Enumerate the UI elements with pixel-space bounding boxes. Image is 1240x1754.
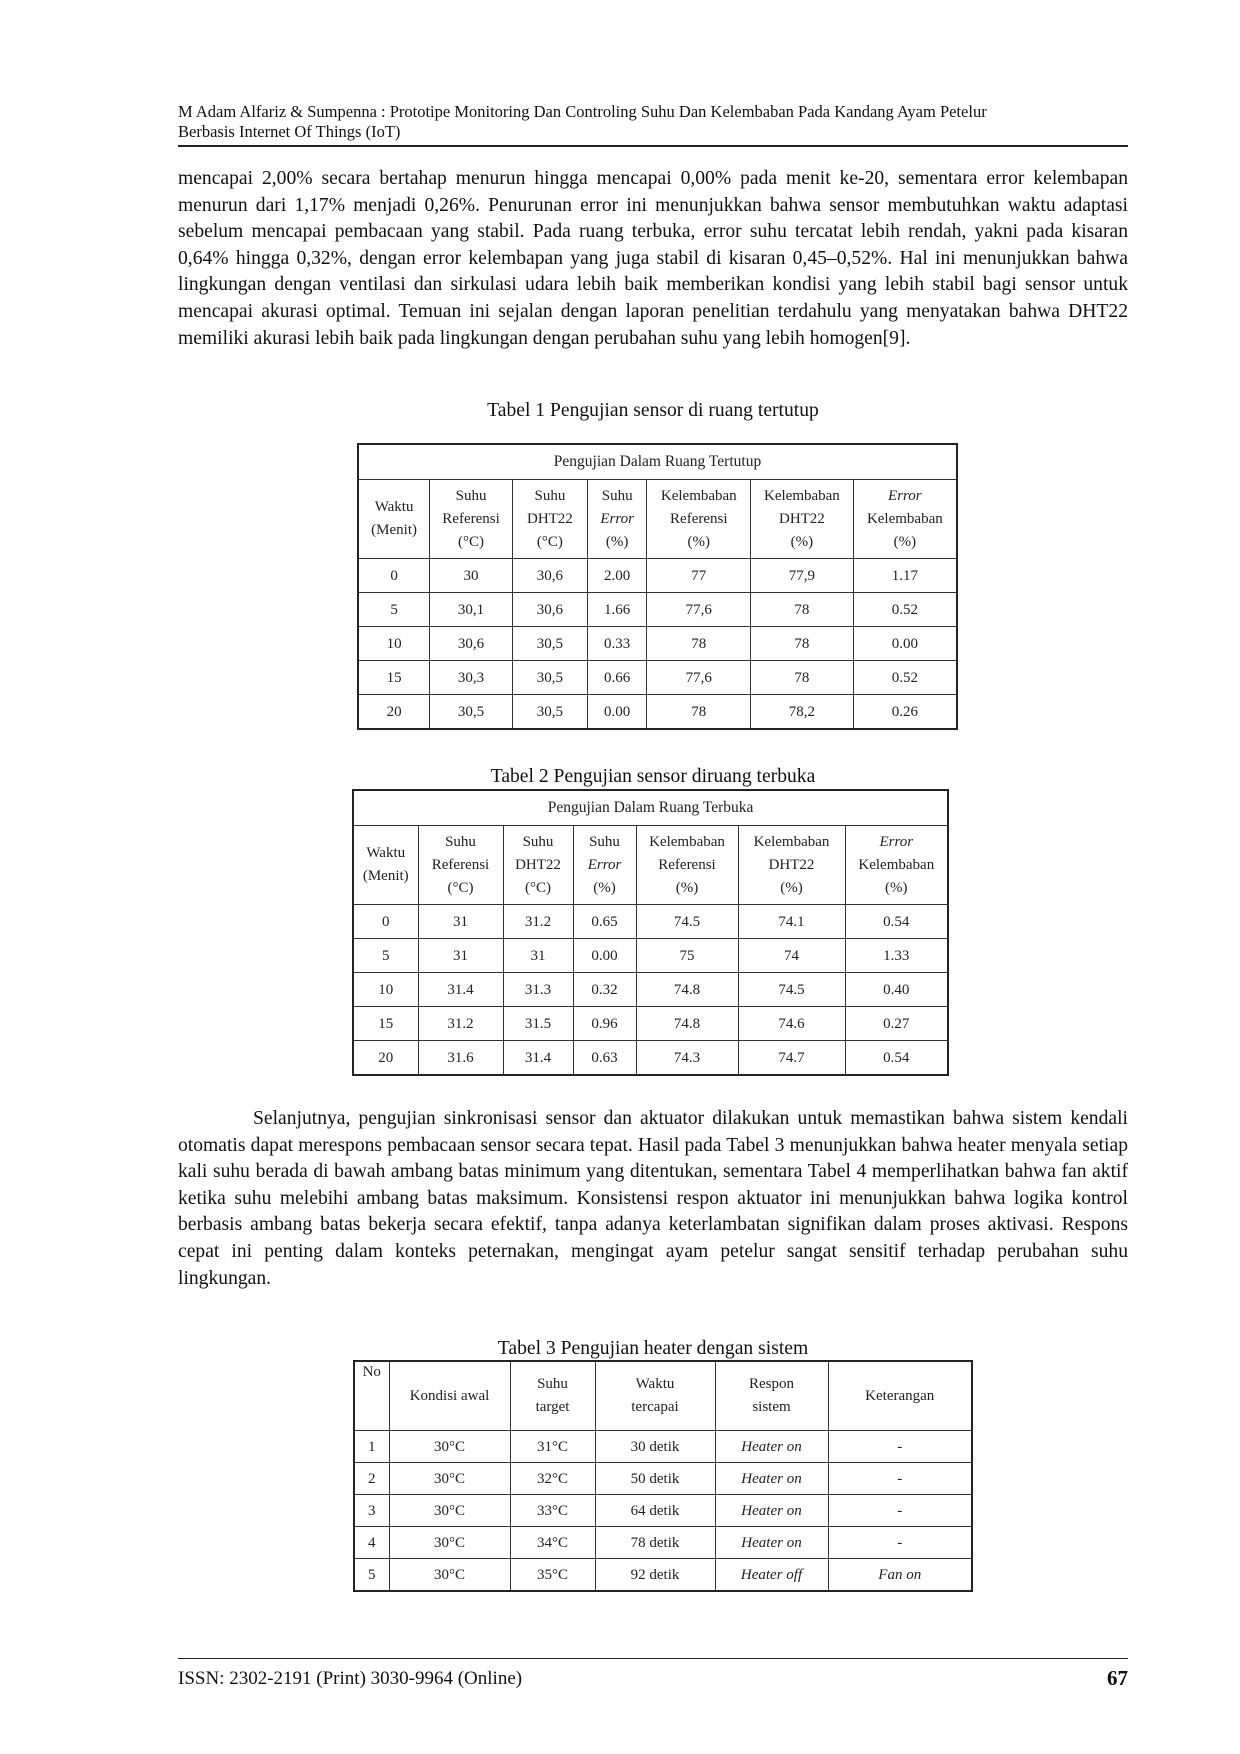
table2-header-text: Error bbox=[587, 856, 622, 873]
table-cell: 74.3 bbox=[636, 1041, 738, 1076]
table1-header-text: Suhu bbox=[534, 487, 566, 504]
table-cell: 77 bbox=[647, 559, 751, 593]
table3-header-cell bbox=[828, 1361, 972, 1431]
table1-header-text: Waktu bbox=[374, 499, 414, 515]
table2-header-cell bbox=[418, 826, 503, 905]
table2-header-text: (Menit) bbox=[362, 868, 409, 884]
table-cell: 30,3 bbox=[430, 661, 513, 695]
table-cell: 74.8 bbox=[636, 1007, 738, 1041]
table3-header-cell bbox=[595, 1361, 715, 1431]
table-cell: 3 bbox=[354, 1495, 389, 1527]
table-cell: 64 detik bbox=[595, 1495, 715, 1527]
table-cell: 30 detik bbox=[595, 1431, 715, 1463]
table-2 bbox=[352, 789, 949, 1076]
table2-header-text: Kelembaban bbox=[649, 833, 725, 850]
table-cell: 30,5 bbox=[512, 661, 587, 695]
table-row bbox=[353, 973, 948, 1007]
table-row bbox=[354, 1527, 972, 1559]
table-cell: 5 bbox=[353, 939, 418, 973]
table-cell: 74.6 bbox=[738, 1007, 845, 1041]
table-cell: 31 bbox=[418, 939, 503, 973]
table-cell: 0.32 bbox=[573, 973, 636, 1007]
table-cell: 20 bbox=[353, 1041, 418, 1076]
table1-header-cell bbox=[430, 480, 513, 559]
table3-header-cell bbox=[354, 1361, 389, 1431]
table-cell: 4 bbox=[354, 1527, 389, 1559]
table-cell: 0 bbox=[358, 559, 430, 593]
body-paragraph-1: mencapai 2,00% secara bertahap menurun hingga mencapai 0,00% pada menit ke-20, sementara error kelembapan menurun dari 1,17% menjadi 0,26%. Penurunan error ini menunjukkan bahwa sensor membutuhkan waktu adaptasi sebelum mencapai pembacaan yang stabil. Pada ruang terbuka, error suhu tercatat lebih rendah, yakni pada kisaran 0,64% hingga 0,32%, dengan error kelembapan yang juga stabil di kisaran 0,45–0,52%. Hal ini menunjukkan bahwa lingkungan dengan ventilasi dan sirkulasi udara lebih baik memberikan kondisi yang lebih stabil bagi sensor untuk mencapai akurasi optimal. Temuan ini sejalan dengan laporan penelitian terdahulu yang menyatakan bahwa DHT22 memiliki akurasi lebih baik pada lingkungan dengan perubahan suhu yang lebih homogen[9]. bbox=[178, 168, 1128, 349]
table1-header-text: DHT22 bbox=[778, 510, 825, 527]
table2-header-text: (%) bbox=[780, 879, 803, 896]
table3-header-text: sistem bbox=[752, 1399, 791, 1415]
table2-header-text: Error bbox=[879, 833, 914, 850]
table-1 bbox=[357, 443, 958, 730]
table2-header-text: DHT22 bbox=[768, 856, 815, 873]
table-cell: 0.26 bbox=[853, 695, 957, 730]
running-head-line-1: M Adam Alfariz & Sumpenna : Prototipe Monitoring Dan Controling Suhu Dan Kelembaban Pada Kandang Ayam Petelur bbox=[178, 102, 987, 121]
table-cell: 31.2 bbox=[503, 905, 573, 939]
table-cell: 0.65 bbox=[573, 905, 636, 939]
table-cell: Heater on bbox=[715, 1431, 828, 1463]
table2-header-text: Referensi bbox=[431, 856, 490, 873]
table-cell: 33°C bbox=[510, 1495, 595, 1527]
table2-header-cell bbox=[573, 826, 636, 905]
table1-header-text: (%) bbox=[605, 533, 629, 550]
table2-header-cell bbox=[503, 826, 573, 905]
table-cell: 30°C bbox=[389, 1431, 510, 1463]
table3-header-text: Suhu bbox=[537, 1376, 568, 1392]
table2-header-text: Suhu bbox=[589, 833, 620, 850]
body-paragraph-2-text: Selanjutnya, pengujian sinkronisasi sensor dan aktuator dilakukan untuk memastikan bahwa sistem kendali otomatis dapat merespons pembacaan sensor secara tepat. Hasil pada Tabel 3 menunjukkan bahwa heater menyala setiap kali suhu berada di bawah ambang batas minimum yang ditentukan, sementara Tabel 4 memperlihatkan bahwa fan aktif ketika suhu melebihi ambang batas maksimum. Konsistensi respon aktuator ini menunjukkan bahwa logika kontrol berbasis ambang batas bekerja secara efektif, tanpa adanya keterlambatan signifikan dalam proses aktivasi. Respons cepat ini penting dalam konteks peternakan, mengingat ayam petelur sangat sensitif terhadap perubahan suhu lingkungan. bbox=[178, 1108, 1128, 1289]
table3-header-cell bbox=[389, 1361, 510, 1431]
table3-header-text: Respon bbox=[749, 1376, 794, 1392]
table1-header-cell bbox=[587, 480, 647, 559]
table-cell: 78 bbox=[647, 695, 751, 730]
table1-header-text: Kelembaban bbox=[764, 487, 840, 504]
table3-header-text: tercapai bbox=[631, 1399, 679, 1415]
table1-header-text: Error bbox=[600, 510, 634, 527]
table-cell: 0.63 bbox=[573, 1041, 636, 1076]
table2-header-cell bbox=[636, 826, 738, 905]
table-cell: 15 bbox=[353, 1007, 418, 1041]
table-row bbox=[354, 1431, 972, 1463]
table-cell: 0.66 bbox=[587, 661, 647, 695]
table-cell: 30°C bbox=[389, 1559, 510, 1592]
table-cell: Heater on bbox=[715, 1527, 828, 1559]
table2-header-cell bbox=[845, 826, 948, 905]
table-cell: 5 bbox=[354, 1559, 389, 1592]
table-cell: 31.5 bbox=[503, 1007, 573, 1041]
table-cell: 78 bbox=[751, 627, 854, 661]
table-cell: 30,5 bbox=[430, 695, 513, 730]
table-cell: 30 bbox=[430, 559, 513, 593]
table-cell: 1 bbox=[354, 1431, 389, 1463]
running-head bbox=[178, 102, 1128, 142]
table-cell: 30°C bbox=[389, 1463, 510, 1495]
table-cell: 5 bbox=[358, 593, 430, 627]
table2-header-text: Referensi bbox=[658, 856, 716, 873]
table-cell: 10 bbox=[353, 973, 418, 1007]
table2-header-text: (%) bbox=[675, 879, 699, 896]
table-cell: Fan on bbox=[828, 1559, 972, 1592]
table-cell: 1.66 bbox=[587, 593, 647, 627]
body-paragraph-2 bbox=[178, 1106, 1128, 1292]
table-cell: Heater on bbox=[715, 1495, 828, 1527]
table-cell: 31°C bbox=[510, 1431, 595, 1463]
table-1-header-row bbox=[358, 480, 957, 559]
table2-header-cell bbox=[353, 826, 418, 905]
table-cell: 74.5 bbox=[636, 905, 738, 939]
table-3-caption: Tabel 3 Pengujian heater dengan sistem bbox=[497, 1338, 809, 1359]
table-2-caption: Tabel 2 Pengujian sensor diruang terbuka bbox=[490, 766, 816, 787]
table-cell: 92 detik bbox=[595, 1559, 715, 1592]
table1-header-text: (%) bbox=[893, 533, 917, 550]
table-cell: - bbox=[828, 1527, 972, 1559]
table1-header-text: (%) bbox=[790, 533, 814, 550]
table-cell: 0.00 bbox=[853, 627, 957, 661]
table-cell: 31 bbox=[503, 939, 573, 973]
table1-header-text: (°C) bbox=[458, 533, 485, 550]
table2-header-text: Kelembaban bbox=[753, 833, 830, 850]
table-cell: 0.52 bbox=[853, 661, 957, 695]
table-cell: - bbox=[828, 1463, 972, 1495]
table-row bbox=[358, 695, 957, 730]
table-cell: 2.00 bbox=[587, 559, 647, 593]
table1-header-text: (°C) bbox=[536, 533, 563, 550]
table-cell: 31.4 bbox=[503, 1041, 573, 1076]
table-3-header-row bbox=[354, 1361, 972, 1431]
table-cell: 15 bbox=[358, 661, 430, 695]
table-cell: 77,6 bbox=[647, 593, 751, 627]
table-row bbox=[353, 905, 948, 939]
table-cell: 75 bbox=[636, 939, 738, 973]
table2-header-text: (°C) bbox=[447, 879, 474, 896]
table-cell: 30,5 bbox=[512, 695, 587, 730]
table-row bbox=[358, 661, 957, 695]
table-cell: 0.54 bbox=[845, 1041, 948, 1076]
table-cell: 2 bbox=[354, 1463, 389, 1495]
table2-header-text: (°C) bbox=[525, 879, 551, 896]
table-cell: 31.6 bbox=[418, 1041, 503, 1076]
table-cell: 32°C bbox=[510, 1463, 595, 1495]
table2-header-text: Kelembaban bbox=[858, 856, 935, 873]
table-row bbox=[353, 1007, 948, 1041]
table-cell: 0 bbox=[353, 905, 418, 939]
table2-header-text: Suhu bbox=[522, 833, 554, 850]
table-row bbox=[358, 593, 957, 627]
table3-header-text: Waktu bbox=[635, 1376, 675, 1392]
table-cell: 31.3 bbox=[503, 973, 573, 1007]
table1-header-text: Referensi bbox=[670, 510, 728, 527]
table-cell: Heater off bbox=[715, 1559, 828, 1592]
table-cell: 0.00 bbox=[573, 939, 636, 973]
table2-header-text: Suhu bbox=[445, 833, 476, 850]
table2-header-text: Waktu bbox=[366, 845, 406, 861]
table-row bbox=[353, 939, 948, 973]
table-cell: 78 bbox=[751, 593, 854, 627]
page-number: 67 bbox=[1107, 1666, 1128, 1690]
running-head-line-2: Berbasis Internet Of Things (IoT) bbox=[178, 122, 401, 141]
table-cell: 20 bbox=[358, 695, 430, 730]
table-cell: 0.27 bbox=[845, 1007, 948, 1041]
table-cell: 0.96 bbox=[573, 1007, 636, 1041]
table-cell: 74.8 bbox=[636, 973, 738, 1007]
table-cell: 30,6 bbox=[512, 593, 587, 627]
table-cell: 78 detik bbox=[595, 1527, 715, 1559]
table1-header-text: Suhu bbox=[601, 487, 633, 504]
table-cell: 1.17 bbox=[853, 559, 957, 593]
table1-header-text: (%) bbox=[687, 533, 711, 550]
table-cell: 77,9 bbox=[751, 559, 854, 593]
table-cell: 0.33 bbox=[587, 627, 647, 661]
table-cell: Heater on bbox=[715, 1463, 828, 1495]
table-cell: 31 bbox=[418, 905, 503, 939]
table1-header-text: Kelembaban bbox=[866, 510, 943, 527]
table-cell: 30°C bbox=[389, 1495, 510, 1527]
table-cell: 78 bbox=[647, 627, 751, 661]
table-cell: 77,6 bbox=[647, 661, 751, 695]
table-row bbox=[354, 1495, 972, 1527]
table-row bbox=[358, 559, 957, 593]
footer-rule bbox=[178, 1658, 1128, 1659]
table1-header-text: DHT22 bbox=[526, 510, 573, 527]
table-row bbox=[354, 1463, 972, 1495]
table-cell: - bbox=[828, 1495, 972, 1527]
table-1-caption: Tabel 1 Pengujian sensor di ruang tertutup bbox=[487, 400, 819, 421]
table-cell: 31.2 bbox=[418, 1007, 503, 1041]
table3-header-cell bbox=[715, 1361, 828, 1431]
table-2-header-row bbox=[353, 826, 948, 905]
table1-header-text: Error bbox=[888, 487, 922, 504]
table-cell: 30,6 bbox=[430, 627, 513, 661]
table-cell: 0.40 bbox=[845, 973, 948, 1007]
table3-header-text: No bbox=[362, 1364, 381, 1380]
table1-header-text: Suhu bbox=[455, 487, 487, 504]
table-cell: 34°C bbox=[510, 1527, 595, 1559]
table-cell: 0.00 bbox=[587, 695, 647, 730]
table-cell: 78 bbox=[751, 661, 854, 695]
table-cell: 78,2 bbox=[751, 695, 854, 730]
table-3 bbox=[353, 1360, 973, 1592]
table-cell: 30°C bbox=[389, 1527, 510, 1559]
table-cell: 74.1 bbox=[738, 905, 845, 939]
table-2-title: Pengujian Dalam Ruang Terbuka bbox=[353, 790, 948, 826]
table1-header-text: Referensi bbox=[442, 510, 500, 527]
table-cell: 1.33 bbox=[845, 939, 948, 973]
footer-issn: ISSN: 2302-2191 (Print) 3030-9964 (Online) bbox=[178, 1668, 523, 1689]
header-rule bbox=[178, 145, 1128, 147]
table-row bbox=[354, 1559, 972, 1592]
table2-header-cell bbox=[738, 826, 845, 905]
table-cell: - bbox=[828, 1431, 972, 1463]
table1-header-cell bbox=[751, 480, 854, 559]
table-cell: 0.54 bbox=[845, 905, 948, 939]
table-cell: 74.7 bbox=[738, 1041, 845, 1076]
table-cell: 50 detik bbox=[595, 1463, 715, 1495]
table2-header-text: (%) bbox=[885, 879, 908, 896]
table-cell: 30,5 bbox=[512, 627, 587, 661]
table-cell: 10 bbox=[358, 627, 430, 661]
table3-header-text: target bbox=[535, 1399, 570, 1415]
table-1-title: Pengujian Dalam Ruang Tertutup bbox=[358, 444, 957, 480]
table1-header-text: Kelembaban bbox=[660, 487, 737, 504]
table3-header-text: Kondisi awal bbox=[409, 1387, 490, 1404]
table1-header-cell bbox=[358, 480, 430, 559]
table-cell: 35°C bbox=[510, 1559, 595, 1592]
table3-header-cell bbox=[510, 1361, 595, 1431]
table-cell: 0.52 bbox=[853, 593, 957, 627]
table1-header-text: (Menit) bbox=[371, 522, 417, 538]
table1-header-cell bbox=[512, 480, 587, 559]
table-cell: 74 bbox=[738, 939, 845, 973]
table-row bbox=[353, 1041, 948, 1076]
table2-header-text: DHT22 bbox=[515, 856, 561, 873]
table-cell: 30,6 bbox=[512, 559, 587, 593]
table1-header-cell bbox=[853, 480, 957, 559]
table3-header-text: Keterangan bbox=[865, 1387, 935, 1404]
table-cell: 30,1 bbox=[430, 593, 513, 627]
table-cell: 74.5 bbox=[738, 973, 845, 1007]
table1-header-cell bbox=[647, 480, 751, 559]
table-cell: 31.4 bbox=[418, 973, 503, 1007]
table2-header-text: (%) bbox=[593, 879, 616, 896]
table-row bbox=[358, 627, 957, 661]
